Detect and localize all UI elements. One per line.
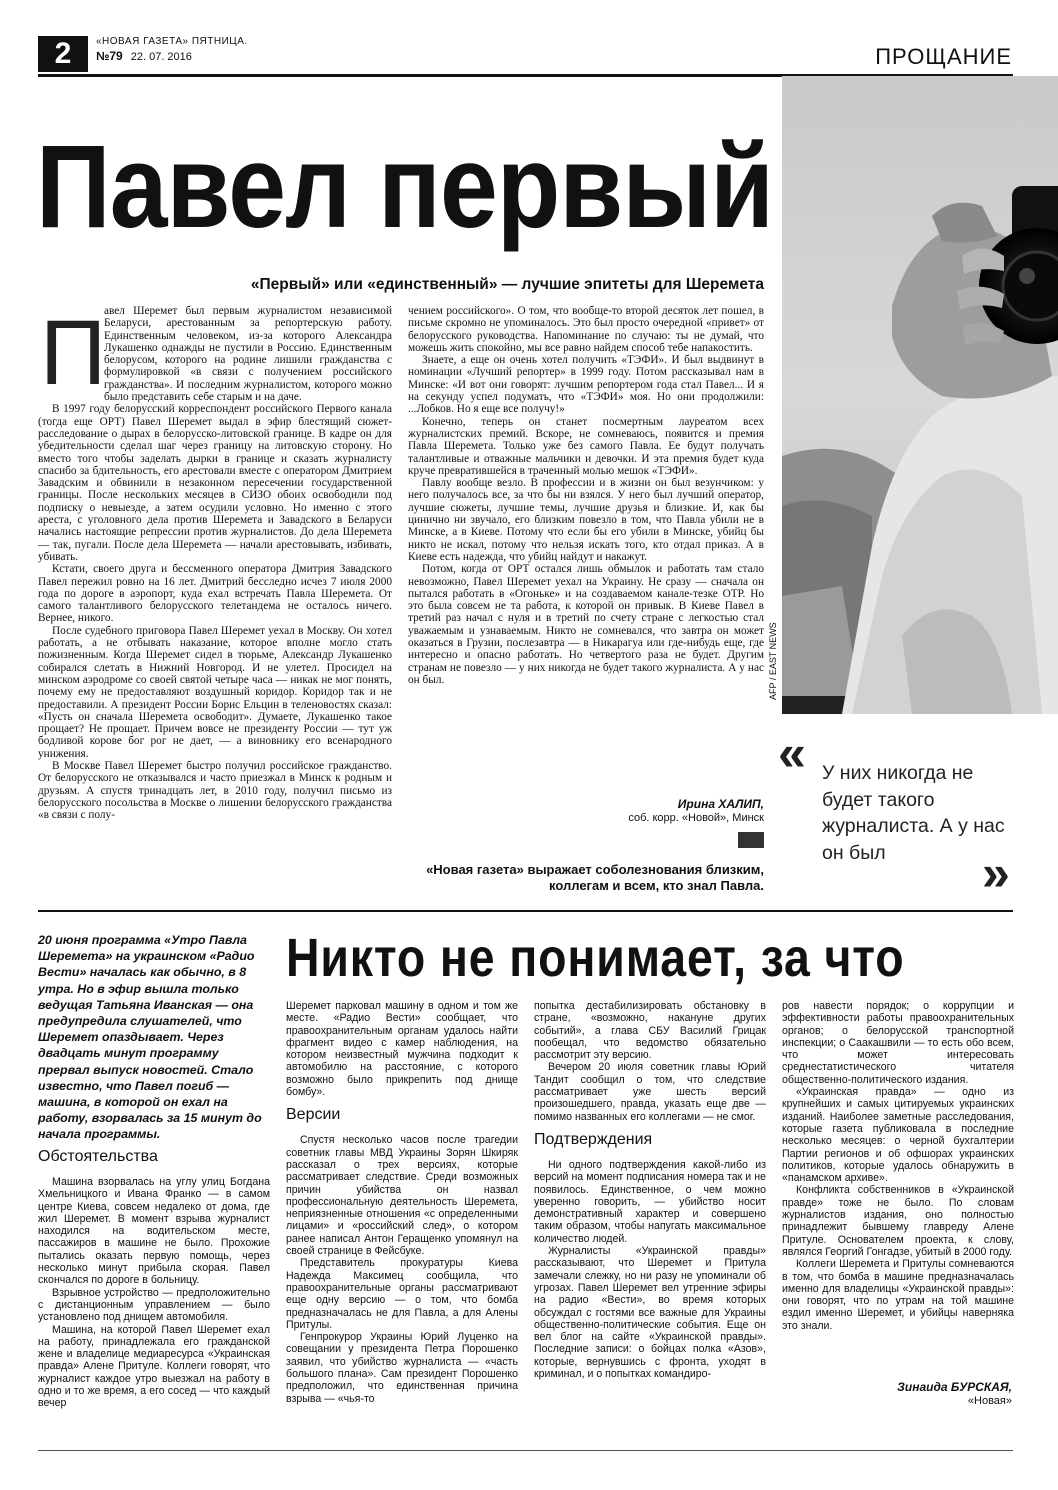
paragraph: попытка дестабилизировать обстановку в стране, «возможно, накануне других событий», а глава СБУ Василий Грицак пообещал, что ведомство обязательно рассмотрит эту версию.: [534, 1000, 766, 1062]
drop-cap: П: [40, 302, 107, 404]
article-column-2: [408, 305, 764, 686]
article-divider: [38, 910, 1013, 912]
photo-credit: [766, 590, 782, 700]
paragraph: Журналисты «Украинской правды» рассказывают, что Шеремет и Притула замечали слежку, но ни разу не упоминали об угрозах. Павел Шеремет вел утренние эфиры на радио «Вести», во время которых обсуждал с гостями все важные для Украины общественно-политические события. Еще он вел блог на сайте «Украинской правды». Последние записи: о бойцах полка «Азов», которые, вернувшись с фронта, уходят в криминал, и о попытках командиро-: [534, 1245, 766, 1381]
paragraph: авел Шеремет был первым журналистом независимой Беларуси, арестованным за репортерскую работу. Единственным человеком, из-за которого Александра Лукашенко однажды не пустили в Россию. Единственным белорусом, которого на родине лишили гражданства с формулировкой «в связи с получением российского гражданства». И последним журналистом, которого можно было представить себе старым и на даче.: [104, 305, 392, 404]
paragraph: Машина взорвалась на углу улиц Богдана Хмельницкого и Ивана Франко — в самом центре Киева, совсем недалеко от дома, где жил Шеремет. В момент взрыва журналист находился на водительском месте, пассажиров в машине не было. Прохожие пытались оказать первую помощь, через несколько минут прибыла скорая. Павел скончался по дороге в больницу.: [38, 1176, 270, 1287]
paragraph: В Москве Павел Шеремет быстро получил российское гражданство. От белорусского не отказывался и часто приезжал в Минск к родным и друзьям. А спустя тринадцать лет, в 2010 году, получил письмо из белорусского посольства в Москве о лишении белорусского гражданства «в связи с полу-: [38, 759, 392, 822]
paragraph: В 1997 году белорусский корреспондент российского Первого канала (тогда еще ОРТ) Павел Шеремет выдал в эфир блестящий сюжет-расследование о дырах в белорусско-литовской границе. В кадре он для убедительности сделал шаг через границу на литовскую сторону. Но вместо того чтобы заделать дырки в границе и сказать журналисту спасибо за бдительность, его арестовали вместе с оператором Дмитрием Завадским и обвинили в незаконном пересечении государственной границы. После нескольких месяцев в СИЗО обоих освободили под подписку о невыезде, а затем осудили условно. Но именно с этого ареста, с уголовного дела против Шеремета и Завадского в Беларуси начались настоящие репрессии против журналистов. До дела Шеремета — так, пугали. После дела Шеремета — начали арестовывать, избивать, убивать.: [38, 403, 392, 563]
paragraph: Знаете, а еще он очень хотел получить «ТЭФИ». И был выдвинут в номинации «Лучший репортер» в 1999 году. Потом рассказывал нам в Минске: «И вот они говорят: лучшим репортером года стал Павел... И я на секунду успел подумать, что «ТЭФИ» моя. Но они продолжили: ...Лобков. Но я еще все получу!»: [408, 354, 764, 416]
issue-number: №79: [96, 49, 123, 63]
quote-close-icon: »: [982, 845, 1010, 901]
issue-line: [96, 49, 192, 63]
article-column-1: [38, 302, 392, 822]
paragraph: После судебного приговора Павел Шеремет уехал в Москву. Он хотел работать, а не отбывать наказание, которое вполне могло стать пожизненным. Когда Шеремет сидел в тюрьме, Александр Лукашенко собирался слетать в Нижний Новгород. И не улетел. Просидел на минском аэродроме со своей святой четыре часа — никак не мог понять, почему ему не предоставляют воздушный коридор. Коридор так и не предоставили. А президент России Борис Ельцин в теленовостях сказал: «Пусть он сначала Шеремета освободит». Думаете, Лукашенко такое прощает? Не прощает. Причем вовсе не президенту России — тут уж бодливой корове бог рог не дает, — а виновнику его всенародного унижения.: [38, 624, 392, 760]
issue-date: 22. 07. 2016: [130, 51, 192, 63]
section-heading: Обстоятельства: [38, 1148, 158, 1165]
section-title: ПРОЩАНИЕ: [875, 44, 1012, 69]
paragraph: Машина, на которой Павел Шеремет ехал на работу, принадлежала его гражданской жене и владелице медиаресурса «Украинская правда» Алене Притуле. Коллеги говорят, что журналист каждое утро выезжал на работу в одно и то же время, а его сосед — что каждый вечер: [38, 1323, 270, 1410]
section-heading: Версии: [286, 1106, 341, 1124]
author-name: Зинаида БУРСКАЯ,: [897, 1380, 1012, 1394]
paragraph: Павлу вообще везло. В профессии и в жизни он был везунчиком: у него получалось все, за что бы ни взялся. У него был лучший оператор, лучшие сюжеты, лучшие темы, лучшие друзья и близкие. И, как бы цинично ни звучало, его близким повезло в том, что Павла убили не в Минске, а в Киеве. Потому что если бы его убили в Минске, убийц бы никто не искал, потому что нельзя искать того, кто отдал приказ. А в Киеве есть надежда, что убийц найдут и накажут.: [408, 477, 764, 563]
paragraph: Ни одного подтверждения какой-либо из версий на момент подписания номера так и не появилось. Единственное, о чем можно уверенно говорить, — убийство носит демонстративный характер и совершено таким образом, чтобы напугать максимальное количество людей.: [534, 1158, 766, 1245]
article-subtitle: «Первый» или «единственный» — лучшие эпитеты для Шеремета: [250, 276, 764, 293]
article2-title: Никто не понимает, за что: [286, 928, 905, 988]
end-mark: [738, 832, 764, 848]
author-name: Ирина ХАЛИП,: [677, 797, 764, 811]
paragraph: Кстати, своего друга и бессменного оператора Дмитрия Завадского Павел пережил ровно на 16 лет. Дмитрий бесследно исчез 7 июля 2000 года по дороге в аэропорт, куда ехал встречать Павла Шеремета. От самого талантливого белорусского телетандема не осталось ничего. Вернее, никого.: [38, 563, 392, 625]
photo-credit-text: AFP / EAST NEWS: [768, 622, 778, 700]
condolence-note: «Новая газета» выражает соболезнования близким, коллегам и всем, кто знал Павла.: [426, 862, 764, 893]
page-number: 2: [38, 36, 88, 72]
paragraph: Коллеги Шеремета и Притулы сомневаются в том, что бомба в машине предназначалась именно для владелицы «Украинской правды»: они говорят, что по утрам на той машине ездил именно Шеремет, и убийцы наверняка это знали.: [782, 1258, 1014, 1332]
paragraph: Вечером 20 июля советник главы Юрий Тандит сообщил о том, что следствие рассматривает уже шесть версий произошедшего, правда, указать еще две — помимо названных его коллегами — не смог.: [534, 1061, 766, 1123]
author-role: соб. корр. «Новой», Минск: [628, 812, 764, 824]
paper-name: «НОВАЯ ГАЗЕТА» ПЯТНИЦА.: [96, 36, 248, 47]
paragraph: чением российского». О том, что вообще-то второй десяток лет пошел, в письме скромно не упоминалось. Это был просто очередной «привет» от белорусского руководства. Напоминание по случаю: ты не думай, что можешь жить спокойно, мы все равно найдем способ тебе напакостить.: [408, 305, 764, 354]
author-role: «Новая»: [967, 1395, 1012, 1407]
paragraph: Шеремет парковал машину в одном и том же месте. «Радио Вести» сообщает, что правоохранительным органам удалось найти фрагмент видео с камер наблюдения, на котором неизвестный мужчина подходит к автомобилю на расстояние, с которого возможно было прикрепить под днище бомбу».: [286, 1000, 518, 1099]
pull-quote: У них никогда не будет такого журналиста. А у нас он был: [822, 762, 1005, 864]
paragraph: Взрывное устройство — предположительно с дистанционным управлением — было установлено под днищем автомобиля.: [38, 1286, 270, 1324]
paragraph: Спустя несколько часов после трагедии советник главы МВД Украины Зорян Шкиряк рассказал о трех версиях, которые рассматривает следствие. Среди возможных причин убийства он назвал профессиональную деятельность Шеремета, неприязненные отношения «с определенными лицами» и «российский след», о котором ранее написал Антон Геращенко упомянул на своей странице в Фейсбуке.: [286, 1134, 518, 1258]
article2-column-4: [782, 1000, 1014, 1332]
article-title: Павел первый: [36, 121, 774, 253]
section-heading: Подтверждения: [534, 1130, 653, 1148]
footer-rule: [38, 1450, 1013, 1451]
paragraph: Конечно, теперь он станет посмертным лауреатом всех журналистских премий. Вскоре, не сомневаюсь, появится и премия Павла Шеремета. Только уже без самого Павла. Ее будут получать талантливые и отважные мальчики и девочки. И эта премия будет куда круче превратившейся в траченный молью мешок «ТЭФИ».: [408, 415, 764, 477]
article2-lead: 20 июня программа «Утро Павла Шеремета» на украинском «Радио Вести» началась как обычно, в 8 утра. Но в эфир вышла только ведущая Татьяна Иванская — она предупредила слушателей, что Шеремет опаздывает. Через двадцать минут программу прервал выпуск новостей. Стало известно, что Павел погиб — машина, в которой он ехал на работу, взорвалась за 15 минут до начала программы.: [38, 933, 262, 1142]
paragraph: Потом, когда от ОРТ остался лишь обмылок и работать там стало невозможно, Павел Шеремет уехал на Украину. Не сразу — сначала он пытался работать в «Огоньке» и на создаваемом канале-тезке ОТР. Но это была совсем не та работа, к которой он привык. В Киеве Павел в третий раз начал с нуля и в третий по счету стране с легкостью стал уважаемым и узнаваемым. Никто не сомневался, что завтра он может оказаться в Грузии, послезавтра — в Никарагуа или где-нибудь еще, где интересно и опасно работать. Но четвертого раза не будет. Другим странам не повезло — у них никогда не будет такого журналиста. А у нас он был.: [408, 563, 764, 686]
photo-sheremet-camera: [782, 76, 1058, 714]
article2-column-3: [534, 1000, 766, 1380]
paragraph: Генпрокурор Украины Юрий Луценко на совещании у президента Петра Порошенко заявил, что убийство журналиста — «часть большого плана». Сам президент Порошенко предположил, что единственная причина взрыва — «чья-то: [286, 1331, 518, 1405]
article2-column-2: [286, 1000, 518, 1405]
paragraph: Представитель прокуратуры Киева Надежда Максимец сообщила, что правоохранительные органы рассматривают еще одну версию — о том, что бомба предназначалась не для Павла, а для Алены Притулы.: [286, 1257, 518, 1331]
quote-open-icon: «: [778, 725, 806, 781]
article2-column-1: [38, 1148, 270, 1410]
paragraph: Конфликта собственников в «Украинской правде» тоже не было. По словам журналистов издания, оно полностью принадлежит бывшему главреду Алене Притуле. Основателем проекта, к слову, являлся Георгий Гонгадзе, убитый в 2000 году.: [782, 1184, 1014, 1258]
paragraph: ров навести порядок; о коррупции и эффективности работы правоохранительных органов; о белорусской транспортной инспекции; о Саакашвили — то есть обо всем, что может интересовать среднестатистического читателя общественно-политического издания.: [782, 1000, 1014, 1086]
paragraph: «Украинская правда» — одно из крупнейших и самых цитируемых украинских изданий. Наиболее заметные расследования, которые газета публиковала в последние несколько месяцев: о черной бухгалтерии Партии регионов и об офшорах украинских политиков, которые удалось обнаружить в «панамском архиве».: [782, 1086, 1014, 1185]
photo-illustration: [782, 76, 1058, 714]
